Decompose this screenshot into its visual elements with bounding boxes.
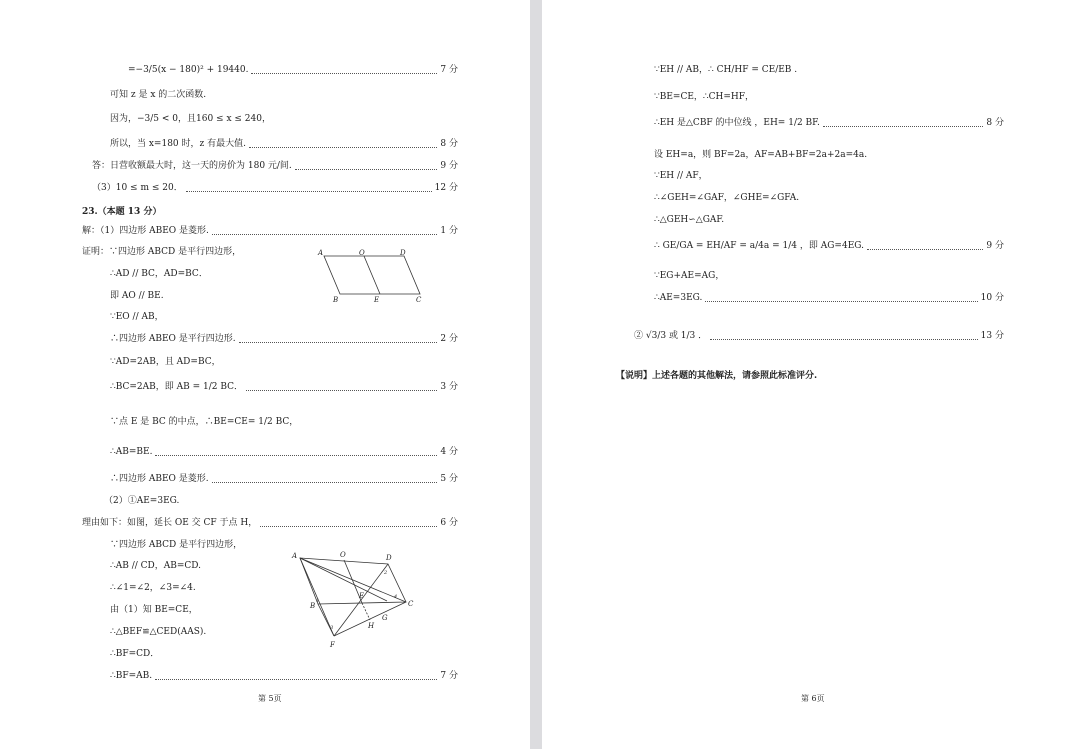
solution-line: ∴△BEF≌△CED(AAS). — [110, 627, 207, 637]
solution-line: 由（1）知 BE=CE， — [110, 605, 198, 615]
solution-line: ∴ GE/GA = EH/AF = a/4a = 1/4 ，即 AG=4EG. 9 分 — [654, 241, 1004, 251]
angle-label: 2 — [384, 570, 388, 576]
solution-line: 解：（1）四边形 ABEO 是菱形. 1 分 — [82, 226, 458, 236]
solution-line: 理由如下：如图，延长 OE 交 CF 于点 H， 6 分 — [82, 518, 458, 528]
solution-line: ∴∠GEH=∠GAF，∠GHE=∠GFA. — [654, 193, 800, 203]
solution-line: ② √3/3 或 1/3 ． 13 分 — [634, 331, 1004, 341]
solution-line: 证明：∵四边形 ABCD 是平行四边形， — [82, 247, 242, 257]
vertex-label: E — [359, 592, 365, 600]
solution-line: ∴EH 是△CBF 的中位线 ，EH= 1/2 BF. 8 分 — [654, 118, 1004, 128]
solution-line: ∴BC=2AB，即 AB = 1/2 BC． 3 分 — [110, 382, 458, 392]
page-number: 第 5页 — [258, 694, 282, 703]
vertex-label: D — [386, 554, 392, 562]
solution-line: ∵点 E 是 BC 的中点，∴BE=CE= 1/2 BC， — [110, 417, 299, 427]
solution-line: （2）①AE=3EG. — [104, 496, 180, 506]
geometry-figure — [290, 548, 420, 654]
vertex-label: B — [310, 602, 316, 610]
solution-line: ∴BF=AB. 7 分 — [110, 671, 458, 681]
solution-line: 可知 z 是 x 的二次函数. — [110, 90, 207, 100]
solution-line: ∴AE=3EG. 10 分 — [654, 293, 1004, 303]
solution-line: ∴四边形 ABEO 是平行四边形. 2 分 — [110, 334, 458, 344]
vertex-label: A — [318, 249, 324, 257]
solution-line: ∴AD // BC，AD=BC． — [110, 269, 208, 279]
solution-line: 所以，当 x=180 时，z 有最大值. 8 分 — [110, 139, 458, 149]
vertex-label: O — [359, 249, 365, 257]
solution-line: ∴AB // CD，AB=CD. — [110, 561, 202, 571]
vertex-label: H — [368, 622, 375, 630]
vertex-label: C — [408, 600, 414, 608]
solution-line: ∴BF=CD． — [110, 649, 160, 659]
solution-line: ∴△GEH∽△GAF. — [654, 215, 725, 225]
vertex-label: B — [333, 296, 339, 304]
solution-line: ∴四边形 ABEO 是菱形. 5 分 — [110, 474, 458, 484]
solution-line: ∵BE=CE，∴CH=HF， — [654, 92, 755, 102]
angle-label: 1 — [316, 598, 320, 604]
angle-label: 4 — [394, 594, 398, 600]
vertex-label: G — [382, 614, 388, 622]
solution-line: ∵EG+AE=AG， — [654, 271, 725, 281]
solution-line: 答：日营收额最大时，这一天的房价为 180 元/间. 9 分 — [92, 161, 458, 171]
page-number: 第 6页 — [801, 694, 825, 703]
vertex-label: C — [416, 296, 422, 304]
solution-line: ∵EH // AB，∴ CH/HF = CE/EB . — [654, 65, 798, 75]
page-gutter — [530, 0, 542, 749]
parallelogram-figure — [316, 246, 428, 308]
grading-note: 【说明】上述各题的其他解法，请参照此标准评分. — [616, 371, 818, 381]
solution-line: ∵AD=2AB，且 AD=BC， — [110, 357, 221, 367]
solution-line: ∴∠1=∠2，∠3=∠4. — [110, 583, 196, 593]
vertex-label: D — [400, 249, 406, 257]
solution-line: 设 EH=a，则 BF=2a，AF=AB+BF=2a+2a=4a. — [654, 150, 868, 160]
solution-line: （3）10 ≤ m ≤ 20． 12 分 — [92, 183, 458, 193]
solution-line: 即 AO // BE. — [110, 291, 164, 301]
vertex-label: O — [340, 551, 346, 559]
vertex-label: A — [292, 552, 298, 560]
question-heading: 23.（本题 13 分） — [82, 207, 162, 217]
solution-line: =−3/5(x − 180)² + 19440. 7 分 — [128, 65, 458, 75]
solution-line: ∴AB=BE. 4 分 — [110, 447, 458, 457]
solution-line: ∵EO // AB， — [110, 312, 164, 322]
vertex-label: E — [374, 296, 380, 304]
angle-label: 3 — [330, 625, 334, 631]
solution-line: 因为，−3/5 < 0，且160 ≤ x ≤ 240， — [110, 114, 271, 124]
solution-line: ∵EH // AF， — [654, 171, 708, 181]
page-6 — [542, 0, 1080, 749]
solution-line: ∵四边形 ABCD 是平行四边形， — [110, 540, 243, 550]
page-5 — [0, 0, 530, 749]
vertex-label: F — [330, 641, 335, 649]
